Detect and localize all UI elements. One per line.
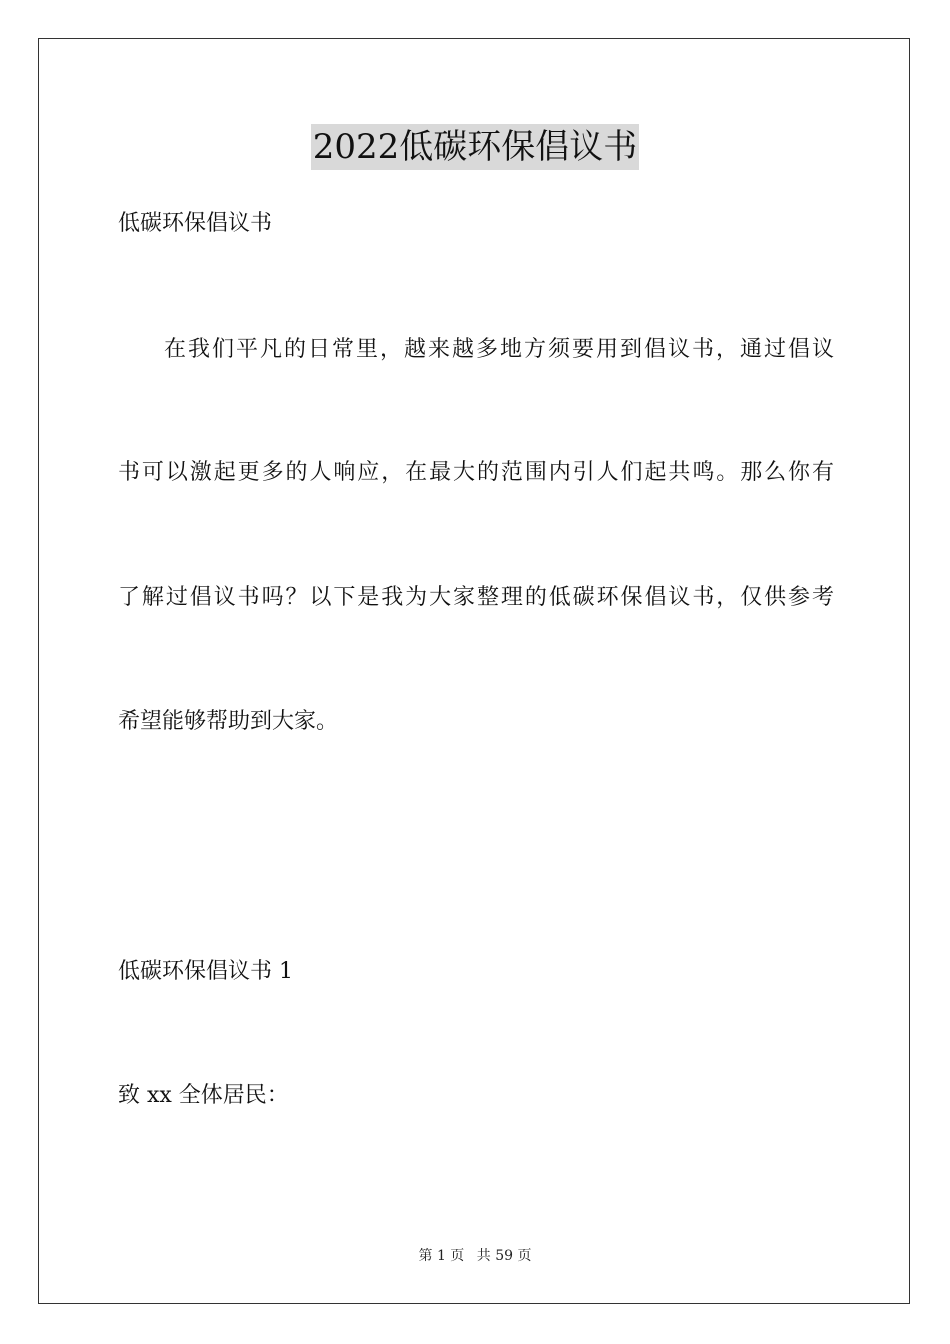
document-subtitle: 低碳环保倡议书	[118, 211, 273, 236]
section-heading: 低碳环保倡议书 1	[118, 959, 293, 984]
page-number-total: 共 59 页	[476, 1248, 532, 1264]
page-footer	[0, 1246, 950, 1266]
page-number-current: 第 1 页	[418, 1248, 465, 1264]
intro-line-2: 书可以激起更多的人响应，在最大的范围内引人们起共鸣。那么你有	[118, 460, 834, 485]
intro-line-4: 希望能够帮助到大家。	[118, 709, 339, 734]
intro-line-1: 在我们平凡的日常里，越来越多地方须要用到倡议书，通过倡议	[164, 337, 834, 362]
intro-line-3: 了解过倡议书吗？以下是我为大家整理的低碳环保倡议书，仅供参考	[118, 585, 834, 610]
document-title: 2022低碳环保倡议书	[311, 124, 640, 170]
title-container	[0, 124, 950, 170]
salutation: 致 xx 全体居民：	[118, 1083, 289, 1108]
